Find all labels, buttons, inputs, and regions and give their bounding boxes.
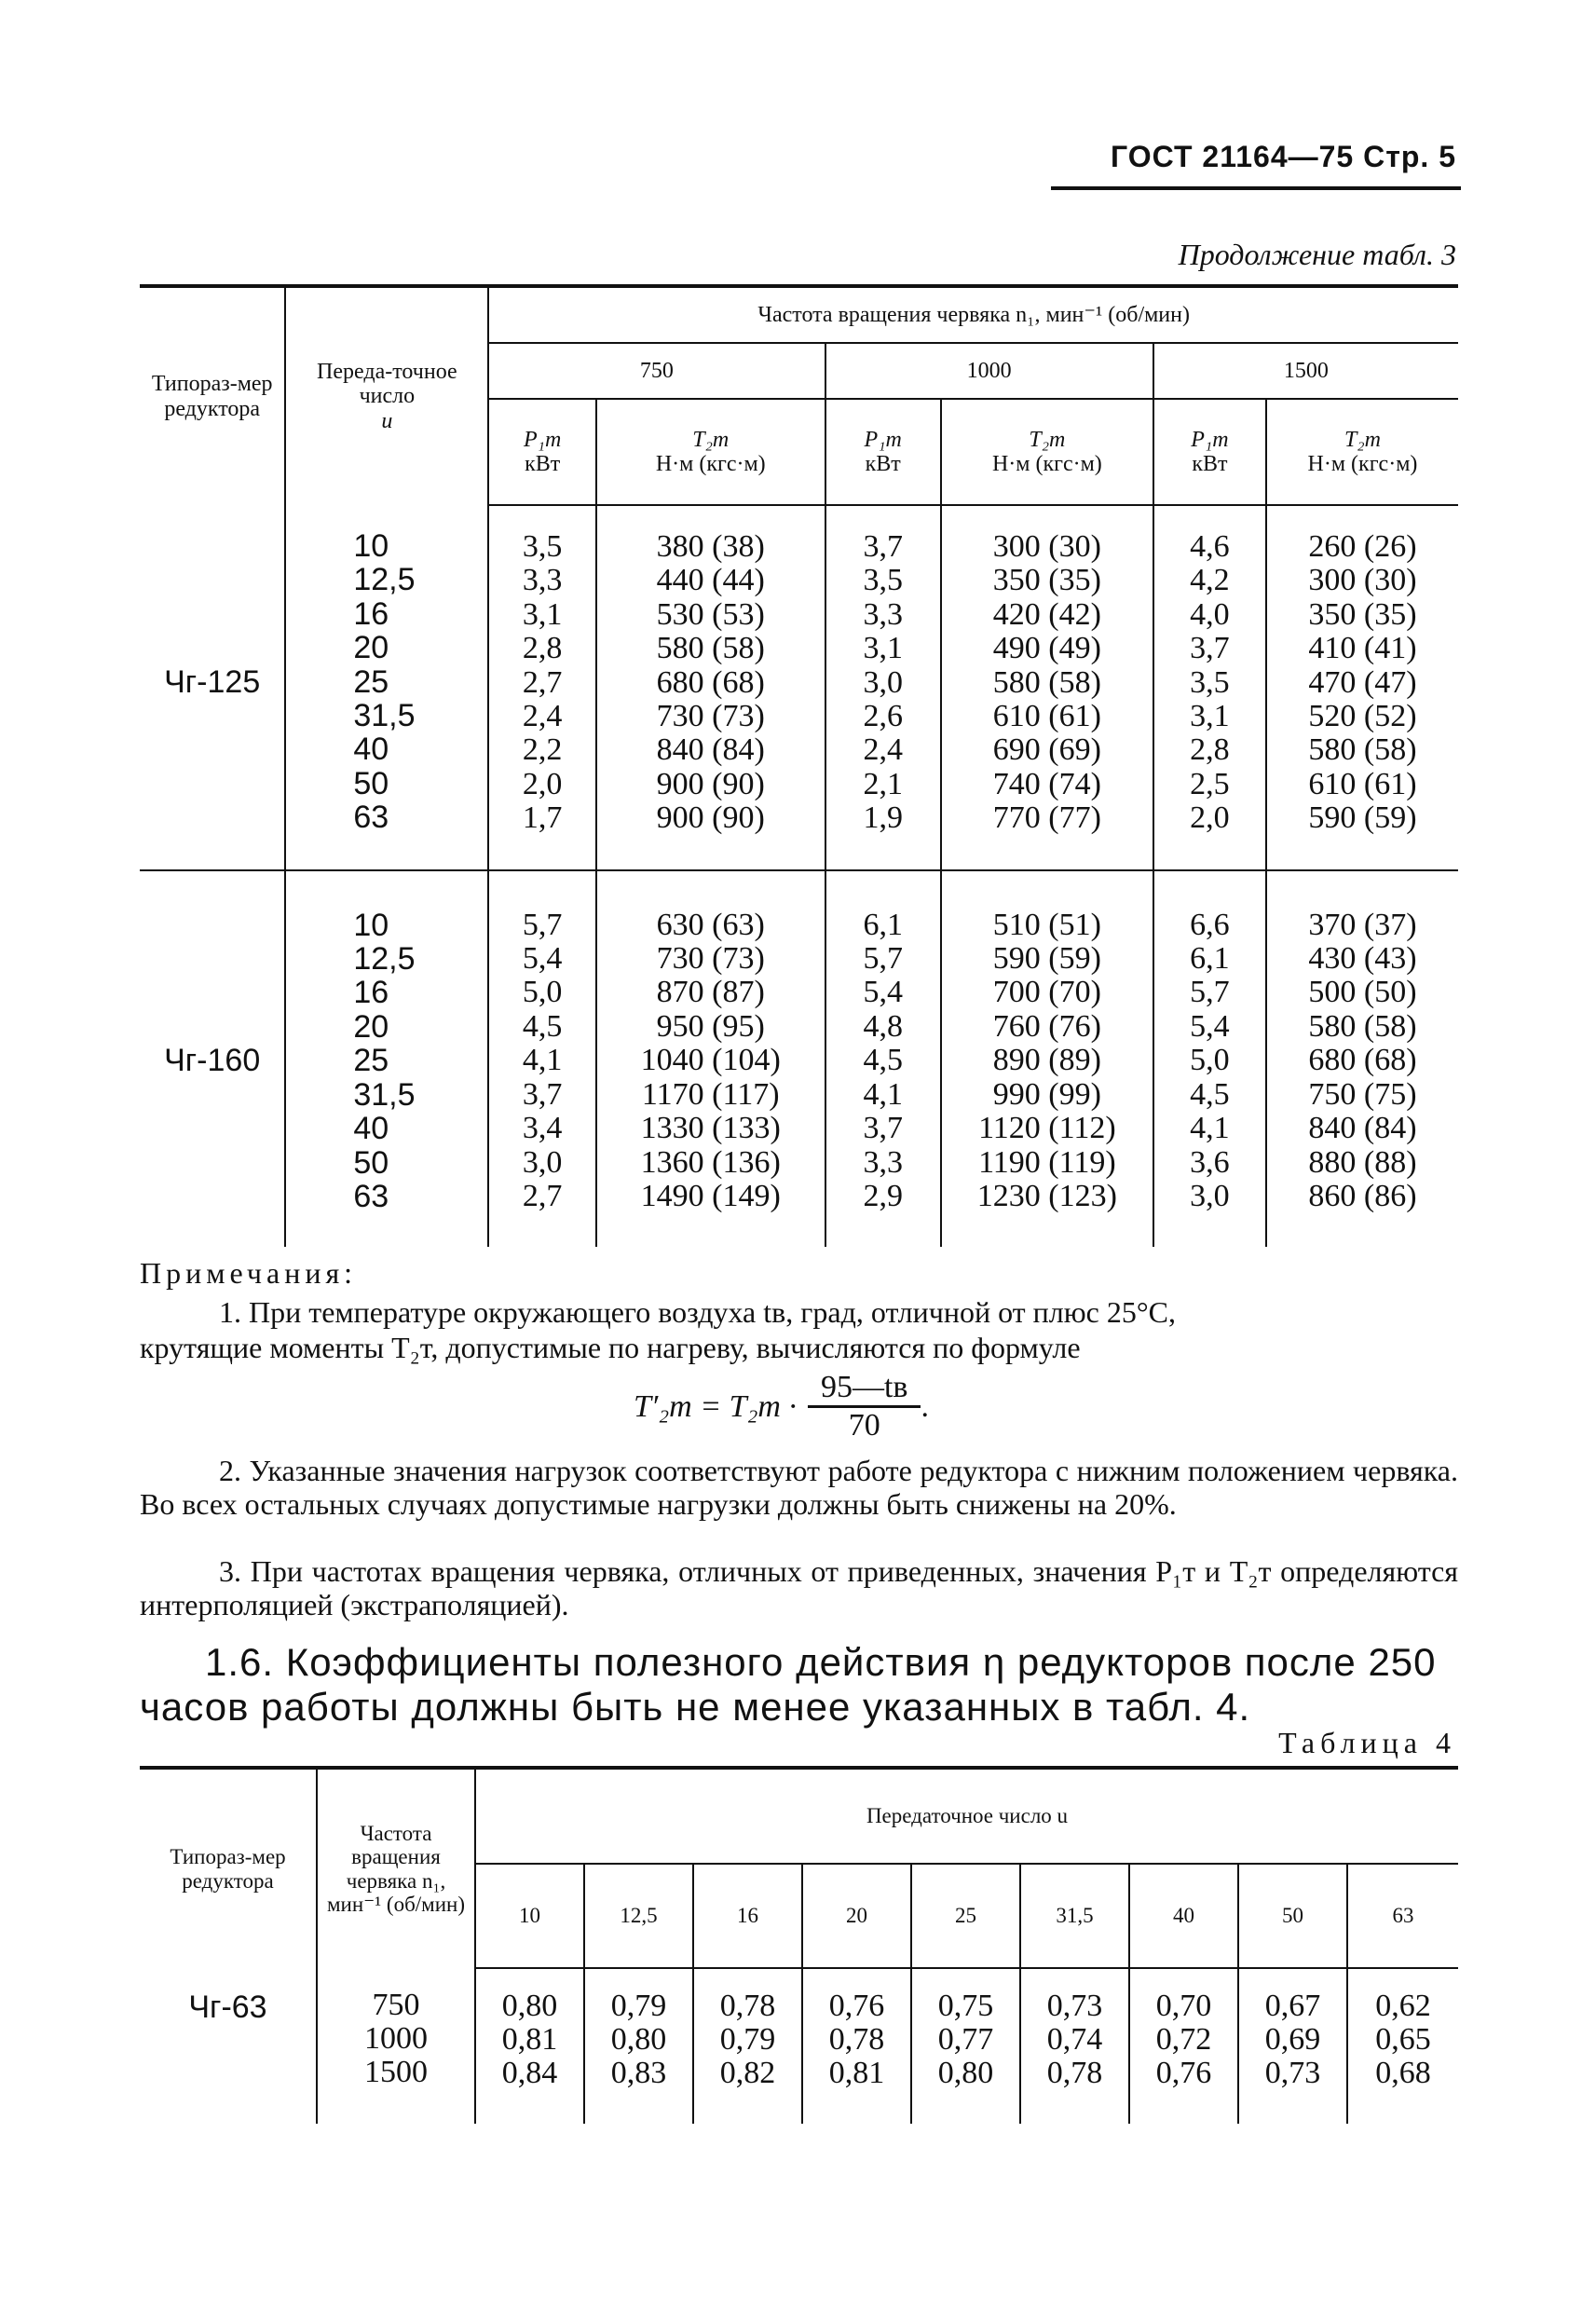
header-type: Типораз-мер редуктора [140, 286, 285, 505]
table-cell: 690 (69) [992, 732, 1101, 768]
table-cell: 63 [353, 800, 389, 836]
t4-header-ratio-value: 40 [1129, 1864, 1238, 1968]
column-t-1000 [941, 870, 1153, 1248]
table-cell: 0,76 [1155, 2056, 1212, 2090]
table-cell: 2,7 [522, 1178, 563, 1213]
table-cell: 50 [353, 765, 389, 801]
table-cell: 4,5 [863, 1043, 903, 1078]
formula [634, 1370, 929, 1443]
table-cell: 990 (99) [992, 1076, 1101, 1112]
table-cell: 610 (61) [992, 699, 1101, 734]
table-cell: 0,83 [610, 2056, 667, 2090]
column-efficiency [584, 1968, 693, 2124]
column-p-1000 [825, 505, 941, 870]
table-cell: 20 [353, 630, 389, 666]
formula-denominator: 70 [848, 1408, 880, 1443]
table-cell: 2,8 [1190, 732, 1230, 768]
paragraph-1-6: 1.6. Коэффициенты полезного действия η редукторов после 250 часов работы должны быть не менее указанных в табл. 4. [140, 1640, 1437, 1729]
table-cell: 590 (59) [1308, 800, 1417, 836]
table-cell: 2,2 [522, 732, 563, 768]
standard-number: ГОСТ 21164—75 [1111, 140, 1355, 173]
table-cell: 25 [353, 1043, 389, 1079]
table-cell: 1000 [364, 2021, 428, 2056]
table-cell: 5,7 [522, 907, 563, 942]
table-cell: 420 (42) [992, 596, 1101, 632]
table-cell: 3,6 [1190, 1144, 1230, 1180]
table-cell: 6,6 [1190, 907, 1230, 942]
table-cell: 4,0 [1190, 596, 1230, 632]
table-cell: 5,4 [522, 941, 563, 977]
t4-header-ratio-value: 12,5 [584, 1864, 693, 1968]
table-cell: 0,74 [1046, 2022, 1103, 2057]
table-cell: 950 (95) [656, 1008, 765, 1044]
table-cell: 40 [353, 732, 389, 768]
t4-header-ratio-value: 63 [1347, 1864, 1458, 1968]
column-p-750 [488, 505, 596, 870]
column-efficiency [802, 1968, 911, 2124]
table-cell: 31,5 [353, 1076, 416, 1113]
table-row [140, 1968, 1458, 2124]
table-cell: 410 (41) [1308, 631, 1417, 666]
table-cell: 4,1 [1190, 1111, 1230, 1146]
column-t-1500 [1266, 870, 1458, 1248]
table-cell: 3,5 [1190, 664, 1230, 700]
reducer-type: Чг-63 [188, 1990, 267, 2025]
column-ratio [285, 870, 488, 1248]
table-cell: 3,4 [522, 1111, 563, 1146]
table-4 [140, 1766, 1458, 2124]
table-cell: 770 (77) [992, 800, 1101, 836]
table-cell: 0,84 [501, 2056, 558, 2090]
table-cell: 2,8 [522, 631, 563, 666]
table-cell: 0,68 [1375, 2056, 1431, 2090]
table-cell: 10 [353, 528, 389, 564]
table-cell: 580 (58) [1308, 732, 1417, 768]
table-cell: 530 (53) [656, 596, 765, 632]
table-cell: 1,7 [522, 800, 563, 836]
table-cell: 0,81 [828, 2056, 885, 2090]
table-cell: 3,1 [863, 631, 903, 666]
header-t-750: T₂т Н·м (кгс·м) [596, 399, 825, 505]
t4-header-ratio-value: 10 [475, 1864, 584, 1968]
table-cell: 0,80 [501, 1989, 558, 2023]
page-header [1111, 140, 1456, 174]
table-cell: 0,78 [1046, 2056, 1103, 2090]
table-cell: 6,1 [863, 907, 903, 942]
notes-title: Примечания: [140, 1256, 358, 1290]
note-3: 3. При частотах вращения червяка, отличных от приведенных, значения P₁т и T₂т определяются интерполяцией (экстраполяцией). [140, 1554, 1458, 1621]
table-cell: 630 (63) [656, 907, 765, 942]
header-t-1500: T₂т Н·м (кгс·м) [1266, 399, 1458, 505]
table-cell: 0,67 [1264, 1989, 1321, 2023]
table-cell: 3,5 [522, 529, 563, 564]
table4-caption: Таблица 4 [1278, 1726, 1456, 1759]
column-speed [317, 1968, 475, 2124]
table-cell: 40 [353, 1111, 389, 1147]
table-cell: 580 (58) [1308, 1008, 1417, 1044]
table-cell: 0,65 [1375, 2022, 1431, 2057]
header-p-1000: P₁т кВт [825, 399, 941, 505]
t4-header-type: Типораз-мер редуктора [140, 1768, 317, 1968]
table-cell: 840 (84) [1308, 1111, 1417, 1146]
table-cell: 25 [353, 663, 389, 700]
table-cell: 63 [353, 1178, 389, 1214]
table-cell: 760 (76) [992, 1008, 1101, 1044]
t4-header-ratio-value: 20 [802, 1864, 911, 1968]
column-ratio [285, 505, 488, 870]
table-cell: 0,80 [937, 2056, 994, 2090]
table-cell: 0,76 [828, 1989, 885, 2023]
table-cell: 2,9 [863, 1178, 903, 1213]
table-row-group [140, 505, 1458, 870]
table-cell: 5,7 [1190, 975, 1230, 1010]
t4-header-ratio-value: 25 [911, 1864, 1020, 1968]
table-cell: 680 (68) [656, 664, 765, 700]
t4-header-ratio-value: 16 [693, 1864, 802, 1968]
table-cell: 3,7 [863, 1111, 903, 1146]
table-cell: 870 (87) [656, 975, 765, 1010]
column-t-1500 [1266, 505, 1458, 870]
table-cell: 0,72 [1155, 2022, 1212, 2057]
table-cell: 370 (37) [1308, 907, 1417, 942]
table-cell: 4,5 [522, 1008, 563, 1044]
column-efficiency [1347, 1968, 1458, 2124]
table-cell: 730 (73) [656, 941, 765, 977]
table-cell: 16 [353, 975, 389, 1011]
table-cell: 730 (73) [656, 699, 765, 734]
table-cell: 900 (90) [656, 766, 765, 801]
table-cell: 0,82 [719, 2056, 776, 2090]
table-cell: 1120 (112) [978, 1111, 1116, 1146]
table-cell: 0,70 [1155, 1989, 1212, 2023]
header-speed: Частота вращения червяка n₁, мин⁻¹ (об/мин) [488, 286, 1458, 343]
note-2: 2. Указанные значения нагрузок соответствуют работе редуктора с нижним положением червяка. Во всех остальных случаях допустимые нагрузки должны быть снижены на 20%. [140, 1454, 1458, 1521]
table-cell: 300 (30) [992, 529, 1101, 564]
table-cell: 1,9 [863, 800, 903, 836]
table-cell: 4,5 [1190, 1076, 1230, 1112]
t4-header-ratio-value: 50 [1238, 1864, 1347, 1968]
table-cell: 740 (74) [992, 766, 1101, 801]
t4-header-ratio-value: 31,5 [1020, 1864, 1129, 1968]
table-cell: 2,4 [863, 732, 903, 768]
table-cell: 350 (35) [992, 563, 1101, 598]
table-cell: 3,1 [1190, 699, 1230, 734]
table-cell: 0,79 [610, 1989, 667, 2023]
column-efficiency [1129, 1968, 1238, 2124]
header-speed-750: 750 [488, 343, 825, 399]
table-cell: 580 (58) [656, 631, 765, 666]
header-p-1500: P₁т кВт [1153, 399, 1266, 505]
table-cell: 3,7 [1190, 631, 1230, 666]
header-rule [1051, 186, 1461, 190]
table-cell: 510 (51) [992, 907, 1101, 942]
table-cell: 590 (59) [992, 941, 1101, 977]
table-cell: 6,1 [1190, 941, 1230, 977]
reducer-type: Чг-160 [164, 1043, 261, 1079]
note-1-line-2: крутящие моменты T₂т, допустимые по нагреву, вычисляются по формуле [140, 1331, 1081, 1364]
page-number: Стр. 5 [1363, 140, 1456, 173]
table-cell: 2,4 [522, 699, 563, 734]
table-cell: 260 (26) [1308, 529, 1417, 564]
table-cell: 1190 (119) [978, 1144, 1116, 1180]
table-cell: 680 (68) [1308, 1043, 1417, 1078]
table3-continuation: Продолжение табл. 3 [1178, 238, 1456, 271]
table-cell: 700 (70) [992, 975, 1101, 1010]
table-cell: 5,4 [863, 975, 903, 1010]
table-cell: 3,0 [1190, 1178, 1230, 1213]
column-t-1000 [941, 505, 1153, 870]
column-t-750 [596, 505, 825, 870]
table-cell: 3,5 [863, 563, 903, 598]
table-cell: 610 (61) [1308, 766, 1417, 801]
table-cell: 31,5 [353, 698, 416, 734]
table-cell: 0,62 [1375, 1989, 1431, 2023]
table-cell: 5,4 [1190, 1008, 1230, 1044]
table-cell: 3,3 [522, 563, 563, 598]
table-cell: 2,0 [1190, 800, 1230, 836]
formula-fraction [808, 1370, 921, 1443]
column-p-1500 [1153, 870, 1266, 1248]
table-cell: 4,1 [522, 1043, 563, 1078]
table-cell: 380 (38) [656, 529, 765, 564]
table-cell: 3,7 [522, 1076, 563, 1112]
table-cell: 1500 [364, 2055, 428, 2089]
column-efficiency [1238, 1968, 1347, 2124]
formula-numerator: 95—tв [808, 1370, 921, 1408]
table-cell: 520 (52) [1308, 699, 1417, 734]
table-cell: 0,75 [937, 1989, 994, 2023]
table-cell: 3,7 [863, 529, 903, 564]
table-cell: 1490 (149) [640, 1178, 781, 1213]
table-cell: 4,2 [1190, 563, 1230, 598]
formula-end: . [921, 1388, 929, 1424]
table-cell: 0,78 [719, 1989, 776, 2023]
table-cell: 5,0 [522, 975, 563, 1010]
table-cell: 0,77 [937, 2022, 994, 2057]
table-cell: 12,5 [353, 562, 416, 598]
table-3 [140, 284, 1458, 1247]
table-cell: 12,5 [353, 941, 416, 978]
table-cell: 3,3 [863, 1144, 903, 1180]
table-cell: 1040 (104) [640, 1043, 781, 1078]
table-cell: 580 (58) [992, 664, 1101, 700]
column-efficiency [475, 1968, 584, 2124]
table-cell: 0,73 [1264, 2056, 1321, 2090]
table-cell: 890 (89) [992, 1043, 1101, 1078]
column-p-1500 [1153, 505, 1266, 870]
table-cell: 2,7 [522, 664, 563, 700]
table-cell: 0,81 [501, 2022, 558, 2057]
header-t-1000: T₂т Н·м (кгс·м) [941, 399, 1153, 505]
table-cell: 20 [353, 1008, 389, 1045]
table-cell: 490 (49) [992, 631, 1101, 666]
table-cell: 2,1 [863, 766, 903, 801]
table-cell: 1230 (123) [976, 1178, 1117, 1213]
table-cell: 5,0 [1190, 1043, 1230, 1078]
table-cell: 440 (44) [656, 563, 765, 598]
column-p-1000 [825, 870, 941, 1248]
table-cell: 4,1 [863, 1076, 903, 1112]
table-cell: 5,7 [863, 941, 903, 977]
table-cell: 50 [353, 1144, 389, 1181]
table-cell: 0,80 [610, 2022, 667, 2057]
header-p-750: P₁т кВт [488, 399, 596, 505]
table-cell: 3,3 [863, 596, 903, 632]
table-cell: 3,0 [522, 1144, 563, 1180]
table-cell: 1330 (133) [640, 1111, 781, 1146]
header-speed-1000: 1000 [825, 343, 1153, 399]
table-cell: 840 (84) [656, 732, 765, 768]
table-row-group [140, 870, 1458, 1248]
t4-header-speed: Частота вращения червяка n₁, мин⁻¹ (об/мин) [317, 1768, 475, 1968]
table-cell: 750 [372, 1988, 420, 2022]
table-cell: 0,79 [719, 2022, 776, 2057]
table-cell: 0,78 [828, 2022, 885, 2057]
formula-lhs: T′₂т = T₂т · [634, 1388, 797, 1424]
table-cell: 750 (75) [1308, 1076, 1417, 1112]
reducer-type: Чг-125 [140, 505, 285, 870]
table-cell: 0,69 [1264, 2022, 1321, 2057]
table-cell: 500 (50) [1308, 975, 1417, 1010]
column-efficiency [911, 1968, 1020, 2124]
table-cell: 1360 (136) [640, 1144, 781, 1180]
table-cell: 3,0 [863, 664, 903, 700]
table-cell: 2,6 [863, 699, 903, 734]
note-1-line-1: 1. При температуре окружающего воздуха tв, град, отличной от плюс 25°С, [219, 1295, 1176, 1329]
table-cell: 470 (47) [1308, 664, 1417, 700]
table-cell: 2,0 [522, 766, 563, 801]
table-cell: 2,5 [1190, 766, 1230, 801]
t4-header-ratio: Передаточное число u [475, 1768, 1458, 1864]
table-cell: 4,6 [1190, 529, 1230, 564]
header-ratio: Переда-точное число u [285, 286, 488, 505]
table-cell: 1170 (117) [641, 1076, 780, 1112]
table-cell: 900 (90) [656, 800, 765, 836]
table-cell: 860 (86) [1308, 1178, 1417, 1213]
table-cell: 3,1 [522, 596, 563, 632]
column-efficiency [1020, 1968, 1129, 2124]
column-p-750 [488, 870, 596, 1248]
column-efficiency [693, 1968, 802, 2124]
table-cell: 300 (30) [1308, 563, 1417, 598]
table-cell: 430 (43) [1308, 941, 1417, 977]
header-speed-1500: 1500 [1153, 343, 1458, 399]
table-cell: 16 [353, 595, 389, 632]
table-cell: 880 (88) [1308, 1144, 1417, 1180]
column-t-750 [596, 870, 825, 1248]
table-cell: 0,73 [1046, 1989, 1103, 2023]
table-cell: 350 (35) [1308, 596, 1417, 632]
table-cell: 4,8 [863, 1008, 903, 1044]
table-cell: 10 [353, 907, 389, 943]
